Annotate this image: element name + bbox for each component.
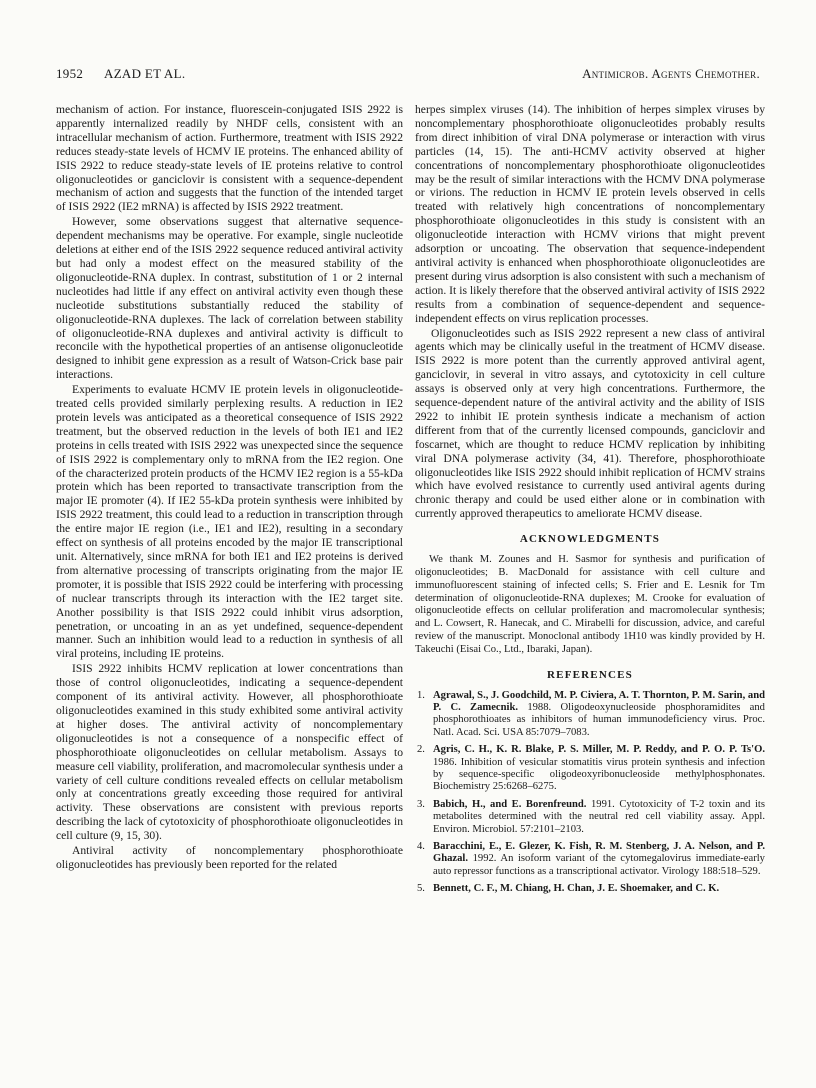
reference-list [415, 690, 765, 896]
journal-title: Antimicrob. Agents Chemother. [582, 66, 760, 81]
reference-number: 1. [417, 689, 425, 701]
body-paragraph: Experiments to evaluate HCMV IE protein levels in oligonucleotide-treated cells provided similarly perplexing results. A reduction in IE2 protein levels was anticipated as a theoretical consequence of ISIS 2922 treatment, but the observed reduction in the levels of both IE1 and IE2 proteins in cells treated with ISIS 2922 was unexpected since the sequence of ISIS 2922 is complementary only to mRNA from the IE2 region. One of the characterized protein products of the HCMV IE2 region is a 55-kDa protein which has been reported to transactivate transcription from the major IE promoter (4). If IE2 55-kDa protein synthesis were inhibited by ISIS 2922 treatment, this could lead to a reduction in transcription through the entire major IE region (i.e., IE1 and IE2), resulting in a secondary effect on synthesis of all proteins encoded by the major IE transcriptional unit. Alternatively, since mRNA for both IE1 and IE2 proteins is derived from alternative processing of transcripts originating from the major IE promoter, it is possible that ISIS 2922 could be interfering with processing of nuclear transcripts through its interaction with the IE2 target site. Another possibility is that ISIS 2922 could inhibit virus adsorption, penetration, or uncoating in an as yet undefined, sequence-dependent manner. Such an inhibition would lead to a reduction in synthesis of all viral proteins, including IE proteins. [56, 383, 403, 661]
acknowledgments-heading: ACKNOWLEDGMENTS [519, 533, 661, 546]
reference-authors: Babich, H., and E. Borenfreund. [433, 798, 587, 810]
reference-item [415, 841, 765, 878]
reference-number: 5. [417, 883, 425, 895]
body-paragraph: herpes simplex viruses (14). The inhibition of herpes simplex viruses by noncomplementary phosphorothioate oligonucleotides probably results from direct inhibition of viral DNA polymerase or interaction with virus particles (14, 15). The anti-HCMV activity observed at higher concentrations of noncomplementary phosphorothioate oligonucleotides may be the result of similar interactions with the HCMV DNA polymerase or virions. The reduction in HCMV IE protein levels observed in cells treated with relatively high concentrations of noncomplementary phosphorothioate oligonucleotides in this study is consistent with an oligonucleotide interaction with HCMV virions that might prevent adsorption or uncoating. The observation that sequence-independent antiviral activity is enhanced when phosphorothioate oligonucleotides are present during virus adsorption is also consistent with such a mechanism of action. It is likely therefore that the observed antiviral activity of ISIS 2922 results from a combination of sequence-dependent and sequence-independent effects on virus replication processes. [415, 103, 766, 325]
running-authors: AZAD ET AL. [104, 66, 186, 81]
reference-authors: Bennett, C. F., M. Chiang, H. Chan, J. E. Shoemaker, and C. K. [433, 883, 720, 895]
reference-authors: Agrawal, S., J. Goodchild, M. P. Civiera, A. T. Thornton, P. M. Sarin, and P. C. Zamecnik. [433, 689, 765, 713]
reference-text: 1991. Cytotoxicity of T-2 toxin and its metabolites determined with the neutral red cell viability assay. Appl. Environ. Microbiol. 57:2101–2103. [433, 798, 765, 835]
reference-item [415, 883, 765, 895]
right-column [415, 103, 765, 901]
reference-number: 2. [417, 744, 425, 756]
reference-number: 4. [417, 841, 425, 853]
reference-item [415, 799, 765, 836]
references-heading: REFERENCES [547, 668, 633, 681]
acknowledgments-text: We thank M. Zounes and H. Sasmor for synthesis and purification of oligonucleotides; B. MacDonald for assistance with cell culture and immunofluorescent staining of infected cells; S. Frier and E. Lesnik for Tm determination of oligonucleotide-RNA duplexes; M. Crooke for evaluation of oligonucleotide effects on cellular proliferation and macromolecular synthesis; and L. Cowsert, R. Hanecak, and C. Mirabelli for discussion, advice, and careful review of the manuscript. Monoclonal antibody 1H10 was kindly provided by H. Takeuchi (Eisai Co., Ltd., Ibaraki, Japan). [415, 554, 765, 655]
body-paragraph: ISIS 2922 inhibits HCMV replication at lower concentrations than those of control oligonucleotides, indicating a sequence-dependent component of its antiviral activity. However, all phosphorothioate oligonucleotides examined in this study exhibited some antiviral activity at higher doses. The antiviral activity of noncomplementary oligonucleotides is not a consequence of a nonspecific effect of phosphorothioate oligonucleotides on cellular metabolism. Assays to measure cell viability, proliferation, and macromolecular synthesis under a variety of cell culture conditions revealed effects on cellular metabolism only at concentrations greatly exceeding those required for antiviral activity. These observations are consistent with previous reports describing the lack of cytotoxicity of phosphorothioate oligonucleotides in cell culture (9, 15, 30). [56, 662, 403, 843]
body-paragraph: Oligonucleotides such as ISIS 2922 represent a new class of antiviral agents which may be clinically useful in the treatment of HCMV disease. ISIS 2922 is more potent than the currently approved antiviral agent, ganciclovir, in several in vitro assays, and cytotoxicity in cell culture assays is observed only at very high concentrations. Furthermore, the sequence-dependent nature of the antiviral activity and the ability of ISIS 2922 to inhibit IE protein synthesis indicate a mechanism of action different from that of the currently licensed compounds, ganciclovir and foscarnet, which are thought to reduce HCMV replication by inhibiting viral DNA polymerase activity (34, 41). Therefore, phosphorothioate oligonucleotides like ISIS 2922 should inhibit replication of HCMV strains which have evolved resistance to currently used antiviral agents during chronic therapy and could be used either alone or in combination with currently approved therapeutics to ameliorate HCMV disease. [415, 326, 765, 521]
running-header [56, 66, 760, 84]
body-paragraph: Antiviral activity of noncomplementary phosphorothioate oligonucleotides has previously been reported for the related [56, 844, 403, 871]
reference-text: 1992. An isoform variant of the cytomegalovirus immediate-early auto repressor functions as a transcriptional activator. Virology 188:518–529. [433, 853, 765, 877]
reference-authors: Baracchini, E., E. Glezer, K. Fish, R. M. Stenberg, J. A. Nelson, and P. Ghazal. [433, 841, 765, 865]
reference-item [415, 744, 765, 794]
reference-number: 3. [417, 798, 425, 810]
reference-text: 1988. Oligodeoxynucleoside phosphoramidites and phosphorothioates as inhibitors of human immunodeficiency virus. Proc. Natl. Acad. Sci. USA 85:7079–7083. [433, 701, 765, 738]
page-number: 1952 [56, 66, 84, 81]
reference-authors: Agris, C. H., K. R. Blake, P. S. Miller, M. P. Reddy, and P. O. P. Ts'O. [433, 744, 765, 756]
left-column [56, 103, 403, 872]
body-paragraph: mechanism of action. For instance, fluorescein-conjugated ISIS 2922 is apparently internalized readily by NHDF cells, consistent with an intracellular mechanism of action. Furthermore, treatment with ISIS 2922 reduces steady-state levels of HCMV IE proteins. The enhanced ability of ISIS 2922 to reduce steady-state levels of IE proteins relative to control oligonucleotides or ganciclovir is consistent with a sequence-dependent mechanism of action and suggests that the function of the intended target of ISIS 2922 (IE2 mRNA) is affected by ISIS 2922 treatment. [56, 103, 403, 214]
reference-item [415, 690, 765, 740]
reference-text: 1986. Inhibition of vesicular stomatitis virus protein synthesis and infection by sequence-specific oligodeoxyribonucleoside methylphosphonates. Biochemistry 25:6268–6275. [433, 756, 765, 793]
body-paragraph: However, some observations suggest that alternative sequence-dependent mechanisms may be operative. For example, single nucleotide deletions at either end of the ISIS 2922 sequence reduced antiviral activity but had only a modest effect on the measured stability of the oligonucleotide-RNA duplex. In contrast, substitution of 1 or 2 internal nucleotides had little if any effect on antiviral activity even though these nucleotide substitutions substantially reduced the stability of oligonucleotide-RNA duplexes. The lack of correlation between stability of oligonucleotide-RNA duplexes and antiviral activity is difficult to reconcile with the hypothetical properties of an antisense oligonucleotide designed to inhibit gene expression as a result of Watson-Crick base pair interactions. [56, 215, 403, 382]
